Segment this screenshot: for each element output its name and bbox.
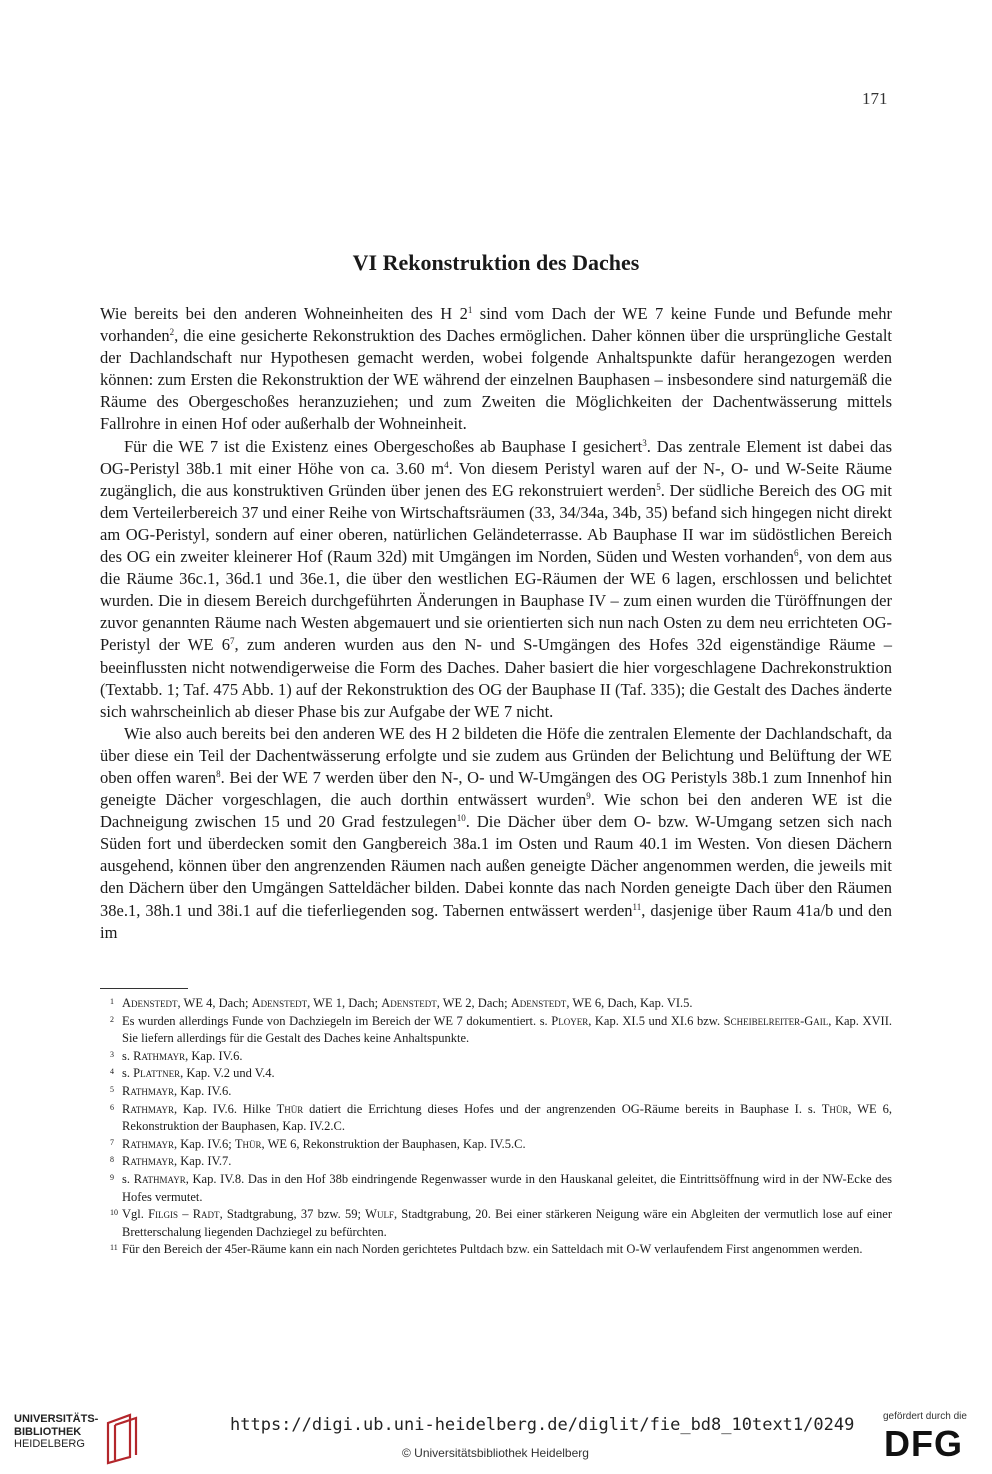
paragraph-3: Wie also auch bereits bei den anderen WE des H 2 bildeten die Höfe die zentralen Elemente der Dachlandschaft, da über diese ein Teil der Dachentwässerung erfolgte und sie zudem aus Gründen der Belichtung und Belüftung der WE oben offen waren$^8$. Bei der WE 7 werden über den N-, O- und W-Umgängen des OG Peristyls 38b.1 zum Innenhof hin geneigte Dächer vorgeschlagen, die auch dorthin entwässert wurden$^9$. Wie schon bei den anderen WE ist die Dachneigung zwischen 15 und 20 Grad festzulegen$^{10}$. Die Dächer über dem O- bzw. W-Umgang setzen sich nach Süden fort und überdecken somit den Gangbereich 38a.1 im Osten und Raum 40.1 im Westen. Von diesen Dächern ausgehend, können über den angrenzenden Räumen nach außen geneigte Dächer angenommen werden, die jeweils mit den Dächern über den Umgängen Satteldächer bilden. Dabei konnte das nach Norden geneigte Dach über den Räumen 38e.1, 38h.1 und 38i.1 auf die tieferliegenden sog. Tabernen entwässert werden$^{11}$, dasjenige über Raum 41a/b und den im [100, 723, 892, 942]
library-emblem-icon [102, 1413, 152, 1465]
library-name: UNIVERSITÄTS- BIBLIOTHEK HEIDELBERG [14, 1413, 99, 1450]
footnote-11: 11 Für den Bereich der 45er-Räume kann ein nach Norden gerichtetes Pultdach bzw. ein Satteldach mit O-W verlaufendem First angenommen werden. [110, 1242, 863, 1257]
footnotes [100, 995, 892, 1259]
chapter-title: VI Rekonstruktion des Daches [352, 250, 640, 275]
footnote-ref[interactable]: 7 [230, 636, 235, 647]
paragraph-1: Wie bereits bei den anderen Wohneinheiten des H $2^1$ sind vom Dach der WE 7 keine Funde und Befunde mehr vorhanden$^2$, die eine gesicherte Rekonstruktion des Daches ermöglichen. Daher können über die ursprüngliche Gestalt der Dachlandschaft nur Hypothesen gemacht werden, wobei folgende Anhaltspunkte dafür herangezogen werden können: zum Ersten die Rekonstruktion der WE während der einzelnen Bauphasen – insbesondere sind naturgemäß die Räume des Obergeschoßes heranzuziehen; und zum Zweiten die Möglichkeiten der Dachentwässerung mittels Fallrohre in einen Hof oder außerhalb der Wohneinheit. [100, 304, 893, 434]
footnote-7: 7 Rathmayr, Kap. IV.6; Thür, WE 6, Rekonstruktion der Bauphasen, Kap. IV.5.C. [110, 1136, 526, 1151]
footer [0, 1396, 992, 1474]
footnote-5: 5 Rathmayr, Kap. IV.6. [110, 1083, 232, 1098]
footnote-ref[interactable]: 1 [467, 305, 473, 315]
footnote-4: 4 s. Plattner, Kap. V.2 und V.4. [110, 1066, 275, 1081]
funding-label: gefördert durch die [883, 1411, 967, 1422]
dfg-logo[interactable]: DFG [884, 1423, 963, 1464]
footnote-separator [100, 988, 188, 989]
footnote-2: 2 Es wurden allerdings Funde von Dachziegeln im Bereich der WE 7 dokumentiert. s. Ployer, Kap. XI.5 und XI.6 bzw. Scheibelreiter-Gail, Kap. XVII. Sie liefern allerdings für die Gestalt des Daches keine Anhaltspunkte. [110, 1013, 892, 1046]
copyright-notice: © Universitätsbibliothek Heidelberg [402, 1446, 589, 1460]
footnote-6: 6 Rathmayr, Kap. IV.6. Hilke Thür datiert die Errichtung dieses Hofes und der angrenzenden OG-Räume bereits in Bauphase I. s. Thür, WE 6, Rekonstruktion der Bauphasen, Kap. IV.2.C. [110, 1101, 892, 1134]
library-logo[interactable] [14, 1413, 144, 1465]
footnote-8: 8 Rathmayr, Kap. IV.7. [110, 1154, 232, 1169]
footnote-ref[interactable]: 8 [216, 768, 221, 779]
footnote-ref[interactable]: 6 [794, 548, 799, 559]
footnote-ref[interactable]: 3 [642, 437, 647, 448]
footnote-ref[interactable]: 11 [632, 901, 642, 912]
footnote-1: 1 Adenstedt, WE 4, Dach; Adenstedt, WE 1, Dach; Adenstedt, WE 2, Dach; Adenstedt, WE 6, Dach, Kap. VI.5. [110, 996, 693, 1010]
source-url-link[interactable]: https://digi.ub.uni-heidelberg.de/diglit/fie_bd8_10text1/0249 [230, 1415, 855, 1435]
page-number: 171 [862, 89, 888, 108]
footnote-10: 10 Vgl. Filgis – Radt, Stadtgrabung, 37 bzw. 59; Wulf, Stadtgrabung, 20. Bei einer stärkeren Neigung wäre ein Abgleiten der vermutlich lose auf einer Bretterschalung liegenden Dachziegel zu befürchten. [110, 1207, 892, 1239]
footnote-3: 3 s. Rathmayr, Kap. IV.6. [110, 1048, 243, 1063]
footnote-ref[interactable]: 9 [586, 791, 591, 802]
footnote-ref[interactable]: 2 [169, 327, 175, 338]
footnote-ref[interactable]: 10 [456, 813, 466, 824]
paragraph-2: Für die WE 7 ist die Existenz eines Obergeschoßes ab Bauphase I gesichert$^3$. Das zentrale Element ist dabei das OG-Peristyl 38b.1 mit einer Höhe von ca. 3.60 $m^4$. Von diesem Peristyl waren auf der N-, O- und W-Seite Räume zugänglich, die aus konstruktiven Gründen über jenen des EG rekonstruiert werden$^5$. Der südliche Bereich des OG mit dem Verteilerbereich 37 und einer Reihe von Wirtschaftsräumen (33, 34/34a, 34b, 35) befand sich hingegen nicht direkt am OG-Peristyl, sondern auf einer oberen, natürlichen Geländeterrasse. Ab Bauphase II war im südöstlichen Bereich des OG ein zweiter kleinerer Hof (Raum 32d) mit Umgängen im Norden, Süden und Westen vorhanden$^6$, von dem aus die Räume 36c.1, 36d.1 und 36e.1, die über den westlichen EG-Räumen der WE 6 lagen, erschlossen und belichtet wurden. Die in diesem Bereich durchgeführten Änderungen in Bauphase IV – zum einen wurden die Türöffnungen der zuvor genannten Räume nach Westen abgemauert und sie orientierten sich nun nach Osten zu dem neu errichteten OG-Peristyl der WE $6^7$, zum anderen wurden aus den N- und S-Umgängen des Hofes 32d eigenständige Räume – beeinflussten nicht notwendigerweise die Form des Daches. Daher basiert die hier vorgeschlagene Dachrekonstruktion (Textabb. 1; Taf. 475 Abb. 1) auf der Rekonstruktion des OG der Bauphase II (Taf. 335); die Gestalt des Daches änderte sich wahrscheinlich ab dieser Phase bis zur Aufgabe der WE 7 nicht. [100, 436, 893, 721]
footnote-ref[interactable]: 5 [656, 481, 661, 492]
main-text [100, 303, 892, 944]
footnote-9: 9 s. Rathmayr, Kap. IV.8. Das in den Hof 38b eindringende Regenwasser wurde in den Hauskanal geleitet, die Eintrittsöffnung wird in der NW-Ecke des Hofes vermutet. [110, 1171, 892, 1204]
footnote-ref[interactable]: 4 [444, 459, 449, 470]
